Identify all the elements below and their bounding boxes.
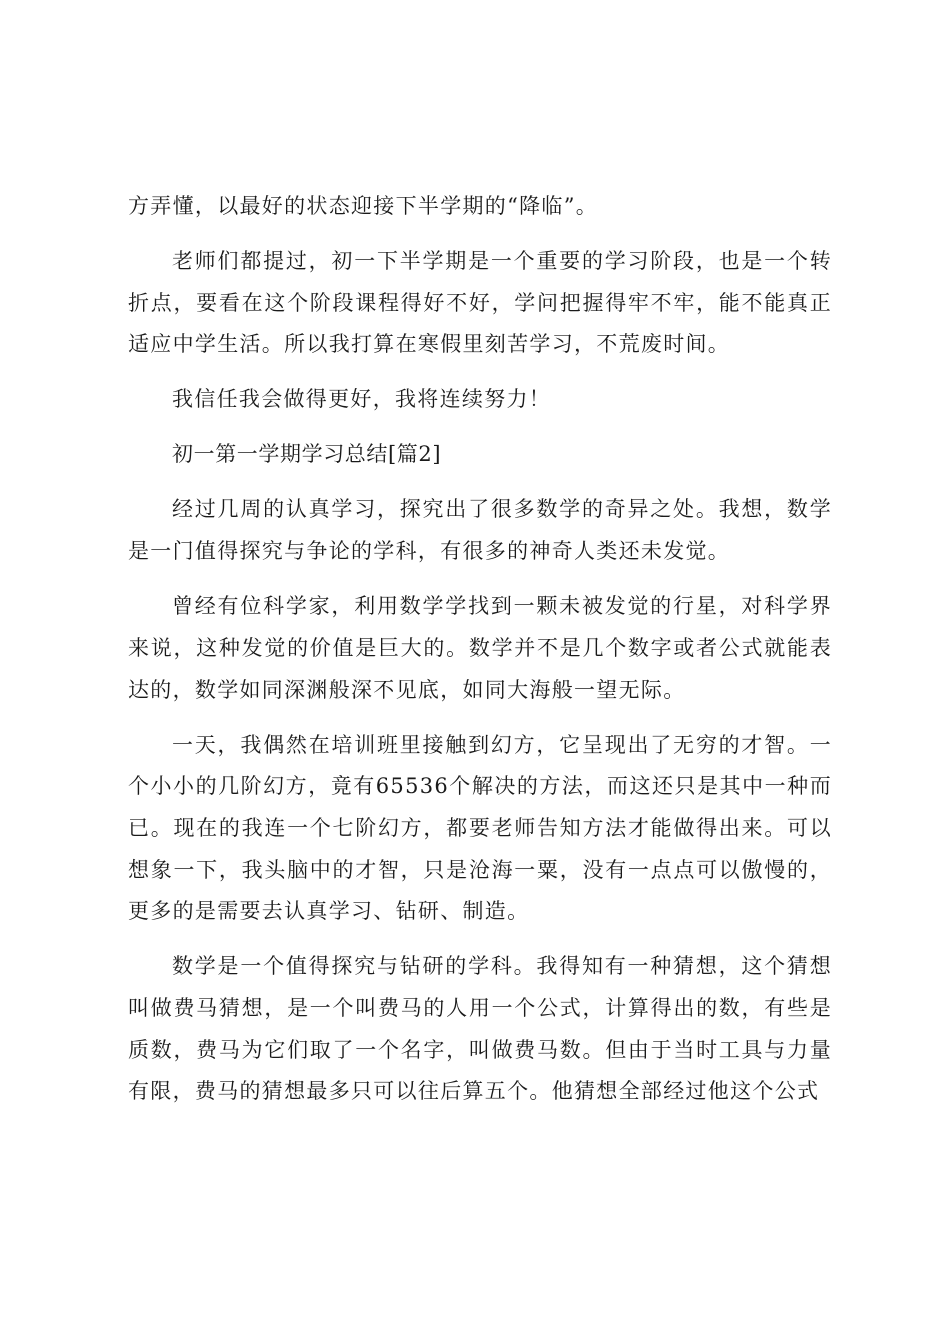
paragraph: 数学是一个值得探究与钻研的学科。我得知有一种猜想，这个猜想叫做费马猜想，是一个叫费马的人用一个公式，计算得出的数，有些是质数，费马为它们取了一个名字，叫做费马数。但由于当时工具与力量有限，费马的猜想最多只可以往后算五个。他猜想全部经过他这个公式 [128,954,832,1104]
paragraph: 经过几周的认真学习，探究出了很多数学的奇异之处。我想，数学是一门值得探究与争论的学科，有很多的神奇人类还未发觉。 [128,497,832,564]
document-body [128,186,832,1126]
paragraph-continuation: 方弄懂，以最好的状态迎接下半学期的“降临”。 [128,194,599,218]
paragraph: 我信任我会做得更好，我将连续努力！ [172,387,552,412]
section-heading: 初一第一学期学习总结[篇2] [172,442,442,467]
paragraph: 老师们都提过，初一下半学期是一个重要的学习阶段，也是一个转折点，要看在这个阶段课程得好不好，学问把握得牢不牢，能不能真正适应中学生活。所以我打算在寒假里刻苦学习，不荒废时间。 [128,249,832,357]
paragraph: 一天，我偶然在培训班里接触到幻方，它呈现出了无穷的才智。一个小小的几阶幻方，竟有65536个解决的方法，而这还只是其中一种而已。现在的我连一个七阶幻方，都要老师告知方法才能做得出来。可以想象一下，我头脑中的才智，只是沧海一粟，没有一点点可以傲慢的，更多的是需要去认真学习、钻研、制造。 [128,732,832,924]
paragraph: 曾经有位科学家，利用数学学找到一颗未被发觉的行星，对科学界来说，这种发觉的价值是巨大的。数学并不是几个数字或者公式就能表达的，数学如同深渊般深不见底，如同大海般一望无际。 [128,594,832,702]
